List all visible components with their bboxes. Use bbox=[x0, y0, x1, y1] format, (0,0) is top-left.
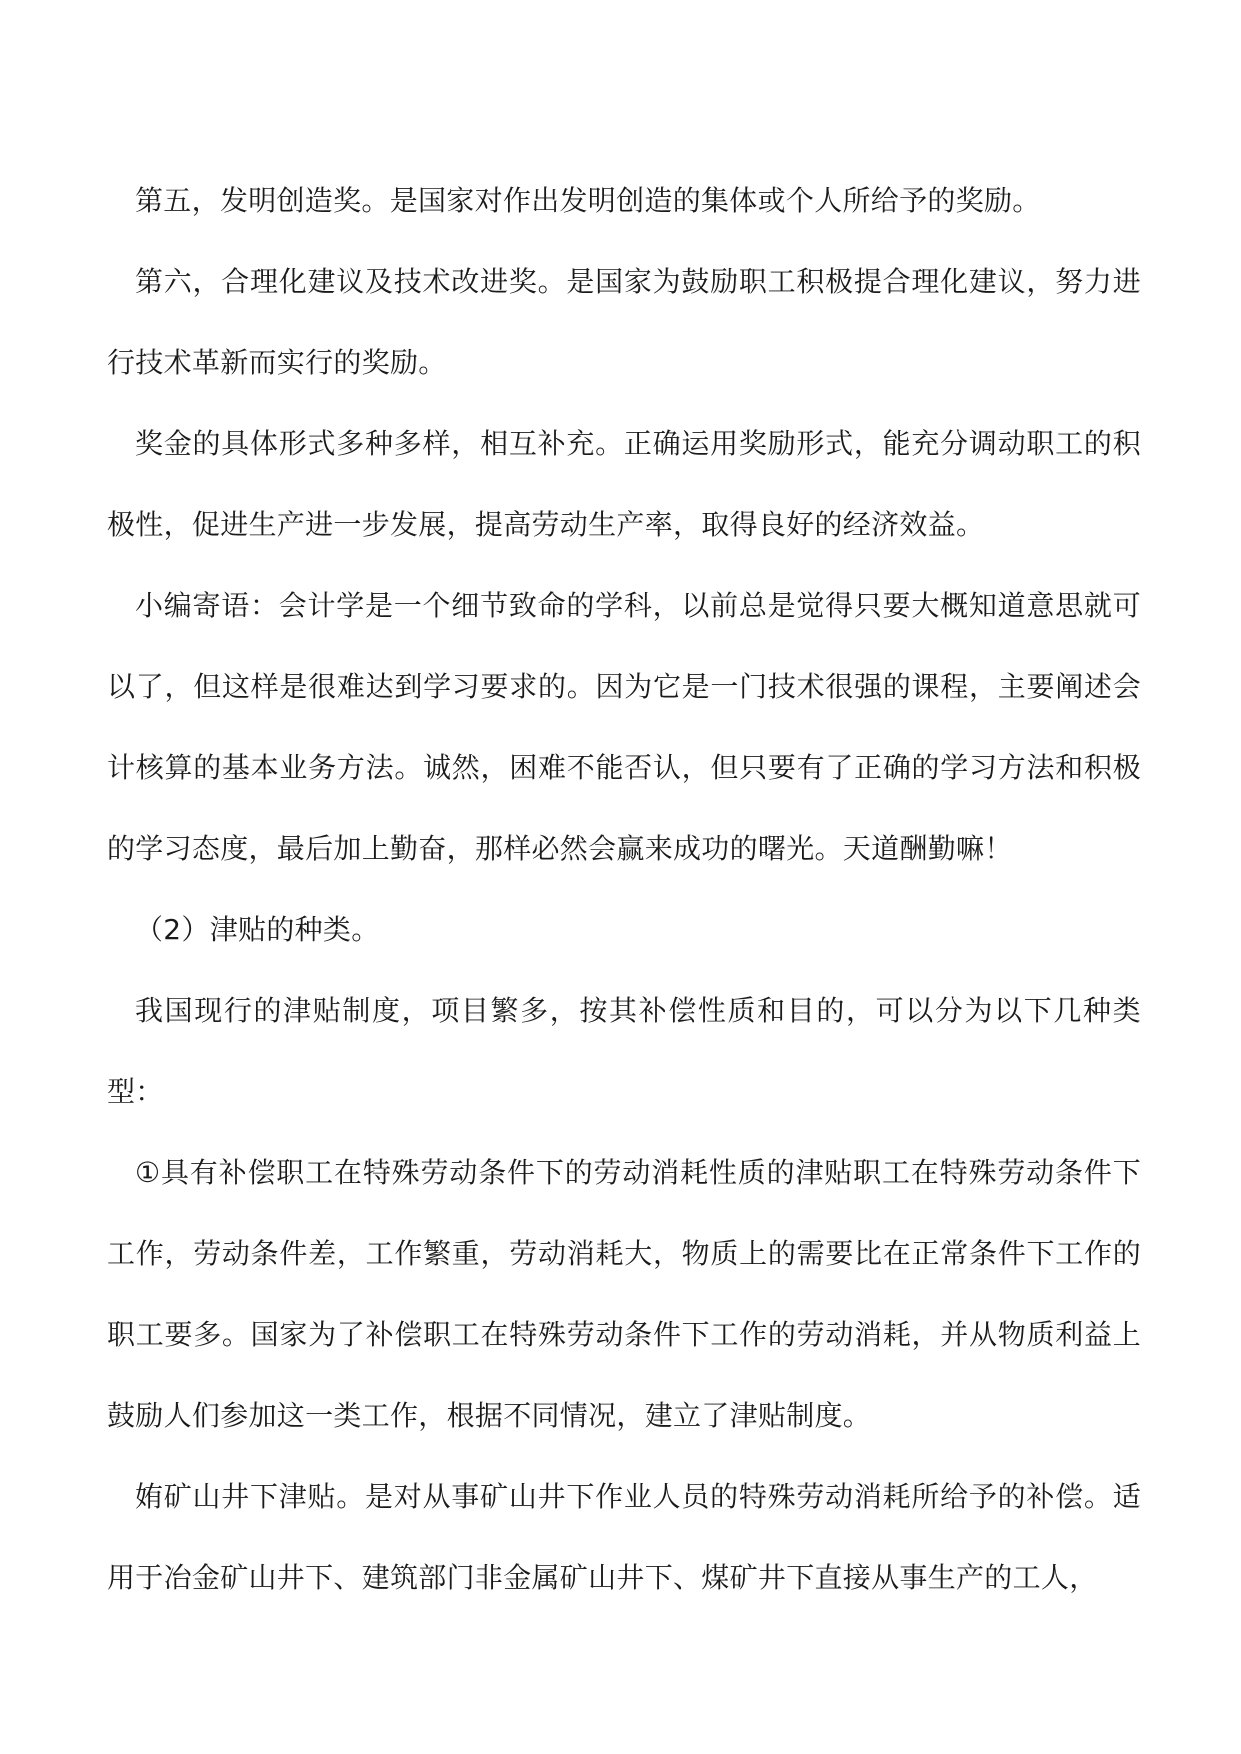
paragraph-allowance-system: 我国现行的津贴制度，项目繁多，按其补偿性质和目的，可以分为以下几种类型： bbox=[107, 994, 1141, 1108]
paragraph-allowance-types-heading: （2）津贴的种类。 bbox=[135, 913, 380, 946]
paragraph-editor-note: 小编寄语：会计学是一个细节致命的学科，以前总是觉得只要大概知道意思就可以了，但这样是很难达到学习要求的。因为它是一门技术很强的课程，主要阐述会计核算的基本业务方法。诚然，困难不能否认，但只要有了正确的学习方法和积极的学习态度，最后加上勤奋，那样必然会赢来成功的曙光。天道酬勤嘛！ bbox=[107, 589, 1141, 865]
paragraph-invention-award: 第五，发明创造奖。是国家对作出发明创造的集体或个人所给予的奖励。 bbox=[135, 184, 1041, 217]
document-body bbox=[107, 160, 1141, 1618]
paragraph-rationalization-award: 第六，合理化建议及技术改进奖。是国家为鼓励职工积极提合理化建议，努力进行技术革新而实行的奖励。 bbox=[107, 265, 1141, 379]
paragraph-bonus-forms: 奖金的具体形式多种多样，相互补充。正确运用奖励形式，能充分调动职工的积极性，促进生产进一步发展，提高劳动生产率，取得良好的经济效益。 bbox=[107, 427, 1141, 541]
paragraph-special-labor-allowance: ①具有补偿职工在特殊劳动条件下的劳动消耗性质的津贴职工在特殊劳动条件下工作，劳动条件差，工作繁重，劳动消耗大，物质上的需要比在正常条件下工作的职工要多。国家为了补偿职工在特殊劳动条件下工作的劳动消耗，并从物质利益上鼓励人们参加这一类工作，根据不同情况，建立了津贴制度。 bbox=[107, 1156, 1141, 1432]
paragraph-mine-allowance: 姷矿山井下津贴。是对从事矿山井下作业人员的特殊劳动消耗所给予的补偿。适用于冶金矿山井下、建筑部门非金属矿山井下、煤矿井下直接从事生产的工人， bbox=[107, 1480, 1141, 1594]
